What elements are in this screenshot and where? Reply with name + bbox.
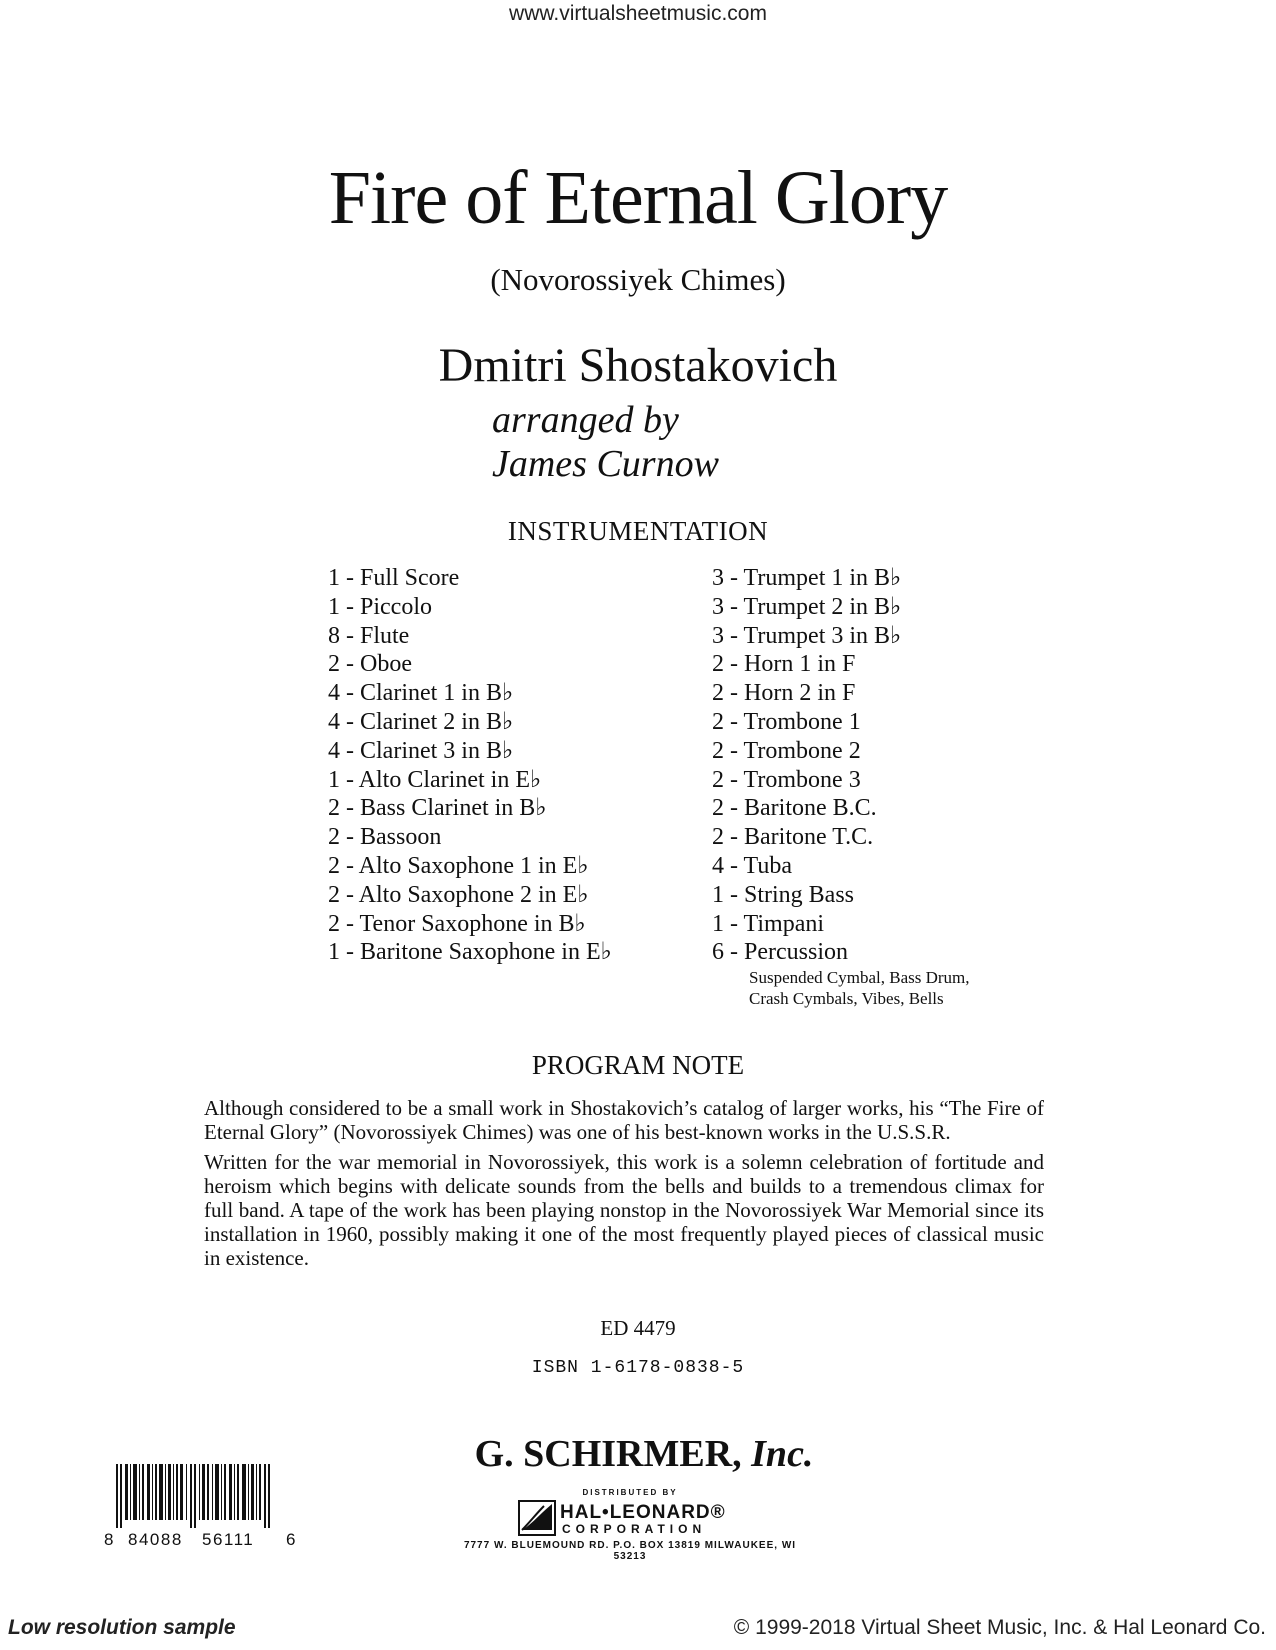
site-url[interactable]: www.virtualsheetmusic.com (509, 2, 767, 25)
instrument-item: 3 - Trumpet 3 in B♭ (712, 622, 902, 649)
instrument-item: 1 - Piccolo (328, 593, 432, 620)
distributor-block (450, 1488, 810, 1560)
instrument-item: 1 - String Bass (712, 881, 855, 908)
instrument-item: 1 - Baritone Saxophone in E♭ (328, 939, 612, 966)
barcode-bars-icon (102, 1464, 292, 1528)
program-note-paragraph: Although considered to be a small work in Shostakovich’s catalog of larger works, his “The Fire of Eternal Glory” (Novorossiyek Chimes) was one of his best-known works in the U.S.S.R. (204, 1096, 1044, 1144)
instrument-item: 4 - Clarinet 3 in B♭ (328, 737, 514, 764)
barcode-lead-digit: 8 (104, 1530, 114, 1549)
distributor-corporation: CORPORATION (562, 1522, 707, 1536)
instrument-item: 2 - Baritone B.C. (712, 795, 877, 822)
edition-number: ED 4479 (600, 1316, 676, 1340)
isbn: ISBN 1-6178-0838-5 (531, 1358, 745, 1378)
instrument-item: 1 - Timpani (712, 910, 825, 937)
instrumentation-list-left (328, 564, 612, 967)
instrument-item: 2 - Horn 1 in F (712, 651, 856, 678)
distributor-name: HAL•LEONARD® (560, 1502, 726, 1523)
instrument-item: 2 - Trombone 1 (712, 708, 861, 735)
composer-name: Dmitri Shostakovich (438, 339, 838, 392)
instrument-item: 8 - Flute (328, 622, 410, 649)
instrument-item: 2 - Baritone T.C. (712, 824, 874, 851)
instrument-item: 2 - Horn 2 in F (712, 680, 856, 707)
instrument-item: 2 - Trombone 3 (712, 766, 861, 793)
instrument-item: 4 - Tuba (712, 852, 793, 879)
instrument-item: 6 - Percussion (712, 939, 848, 966)
instrumentation-heading: INSTRUMENTATION (507, 516, 769, 546)
subtitle: (Novorossiyek Chimes) (490, 262, 786, 297)
instrumentation-list-right (712, 564, 970, 1009)
instrument-item: 2 - Oboe (328, 651, 412, 678)
publisher-name-text: G. SCHIRMER, (474, 1433, 742, 1475)
publisher-name (384, 1432, 904, 1476)
instrument-item: 1 - Full Score (328, 565, 460, 591)
program-note-paragraph: Written for the war memorial in Novorossiyek, this work is a solemn celebration of fortitude and heroism which begins with delicate sounds from the bells and builds to a tremendous climax for full band. A tape of the work has been playing nonstop in the Novorossiyek War Memorial since its installation in 1960, possibly making it one of the most frequently played pieces of classical music in existence. (204, 1150, 1044, 1270)
program-note-heading: PROGRAM NOTE (531, 1050, 745, 1080)
distributor-address: 7777 W. BLUEMOUND RD. P.O. BOX 13819 MILWAUKEE, WI 53213 (463, 1540, 797, 1562)
instrument-item: 2 - Bassoon (328, 824, 442, 851)
instrument-item: 2 - Alto Saxophone 1 in E♭ (328, 852, 589, 879)
instrument-item: 3 - Trumpet 2 in B♭ (712, 593, 902, 620)
instrument-item: 2 - Alto Saxophone 2 in E♭ (328, 881, 589, 908)
instrument-item: 4 - Clarinet 2 in B♭ (328, 708, 514, 735)
hal-leonard-logo-icon (518, 1500, 556, 1536)
barcode-check-digit: 6 (286, 1530, 296, 1549)
publisher-suffix: Inc. (751, 1433, 814, 1475)
barcode-group-2: 56111 (202, 1530, 255, 1549)
copyright-notice: © 1999-2018 Virtual Sheet Music, Inc. & Hal Leonard Co. (733, 1616, 1266, 1639)
instrument-item: 2 - Trombone 2 (712, 737, 861, 764)
instrument-item: 3 - Trumpet 1 in B♭ (712, 565, 902, 591)
barcode-group-1: 84088 (128, 1530, 183, 1549)
percussion-note: Suspended Cymbal, Bass Drum, (749, 968, 970, 988)
instrument-item: 1 - Alto Clarinet in E♭ (328, 766, 542, 793)
page-title: Fire of Eternal Glory (328, 156, 948, 240)
instrument-item: 4 - Clarinet 1 in B♭ (328, 680, 514, 707)
arranged-by-label: arranged by (492, 399, 679, 441)
distributed-by-label: DISTRIBUTED BY (582, 1488, 678, 1497)
low-resolution-note: Low resolution sample (8, 1616, 236, 1639)
instrument-item: 2 - Tenor Saxophone in B♭ (328, 910, 586, 937)
percussion-note: Crash Cymbals, Vibes, Bells (749, 989, 944, 1009)
arranger-name: James Curnow (492, 443, 719, 485)
barcode (102, 1464, 302, 1550)
instrument-item: 2 - Bass Clarinet in B♭ (328, 795, 547, 822)
